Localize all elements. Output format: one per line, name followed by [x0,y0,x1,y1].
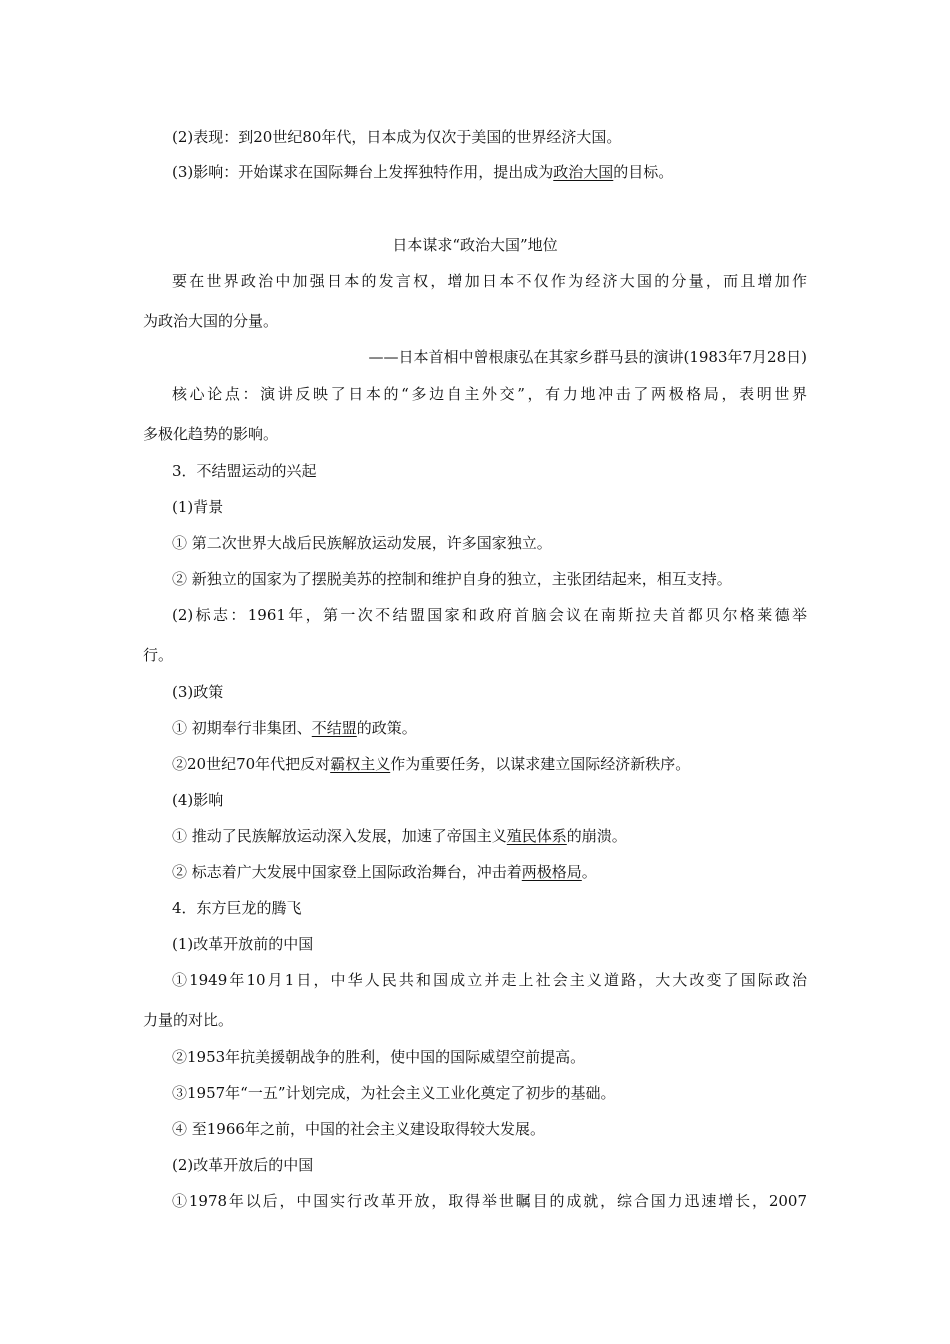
underlined-term: 霸权主义 [330,755,391,773]
policy-item-2: ②20世纪70年代把反对霸权主义作为重要任务，以谋求建立国际经济新秩序。 [172,755,691,773]
impact-item-1: ① 推动了民族解放运动深入发展，加速了帝国主义殖民体系的崩溃。 [172,827,627,845]
pre-reform-item-1-line-1: ①1949年10月1日，中华人民共和国成立并走上社会主义道路，大大改变了国际政治 [172,971,807,989]
core-argument-line-1: 核心论点：演讲反映了日本的“多边自主外交”，有力地冲击了两极格局，表明世界 [172,385,807,403]
box-title: 日本谋求“政治大国”地位 [392,236,558,254]
quote-source: ——日本首相中曾根康弘在其家乡群马县的演讲(1983年7月28日) [368,348,807,366]
impact-heading: (4)影响 [172,791,224,809]
post-reform-heading: (2)改革开放后的中国 [172,1156,314,1174]
impact-item-2: ② 标志着广大发展中国家登上国际政治舞台，冲击着两极格局。 [172,863,597,881]
background-item-1: ① 第二次世界大战后民族解放运动发展，许多国家独立。 [172,534,552,552]
background-item-2: ② 新独立的国家为了摆脱美苏的控制和维护自身的独立，主张团结起来，相互支持。 [172,570,732,588]
quote-line-1: 要在世界政治中加强日本的发言权，增加日本不仅作为经济大国的分量，而且增加作 [172,272,807,290]
background-heading: (1)背景 [172,498,224,516]
underlined-term: 不结盟 [311,719,357,737]
underlined-term: 政治大国 [553,163,614,181]
pre-reform-item-3: ③1957年“一五”计划完成，为社会主义工业化奠定了初步的基础。 [172,1084,616,1102]
underlined-term: 两极格局 [521,863,582,881]
core-argument-line-2: 多极化趋势的影响。 [143,425,279,443]
influence-line: (3)影响：开始谋求在国际舞台上发挥独特作用，提出成为政治大国的目标。 [172,163,674,181]
underlined-term: 殖民体系 [506,827,567,845]
performance-line: (2)表现：到20世纪80年代，日本成为仅次于美国的世界经济大国。 [172,128,622,146]
post-reform-item-1: ①1978年以后，中国实行改革开放，取得举世瞩目的成就，综合国力迅速增长，2007 [172,1192,807,1210]
pre-reform-item-1-line-2: 力量的对比。 [143,1011,234,1029]
pre-reform-heading: (1)改革开放前的中国 [172,935,314,953]
pre-reform-item-4: ④ 至1966年之前，中国的社会主义建设取得较大发展。 [172,1120,545,1138]
policy-item-1: ① 初期奉行非集团、不结盟的政策。 [172,719,417,737]
pre-reform-item-2: ②1953年抗美援朝战争的胜利，使中国的国际威望空前提高。 [172,1048,586,1066]
sign-line-1: (2)标志：1961年，第一次不结盟国家和政府首脑会议在南斯拉夫首都贝尔格莱德举 [172,606,807,624]
policy-heading: (3)政策 [172,683,224,701]
section-3-heading: 3．不结盟运动的兴起 [172,462,317,480]
section-4-heading: 4．东方巨龙的腾飞 [172,899,302,917]
sign-line-2: 行。 [143,646,174,664]
quote-line-2: 为政治大国的分量。 [143,312,279,330]
